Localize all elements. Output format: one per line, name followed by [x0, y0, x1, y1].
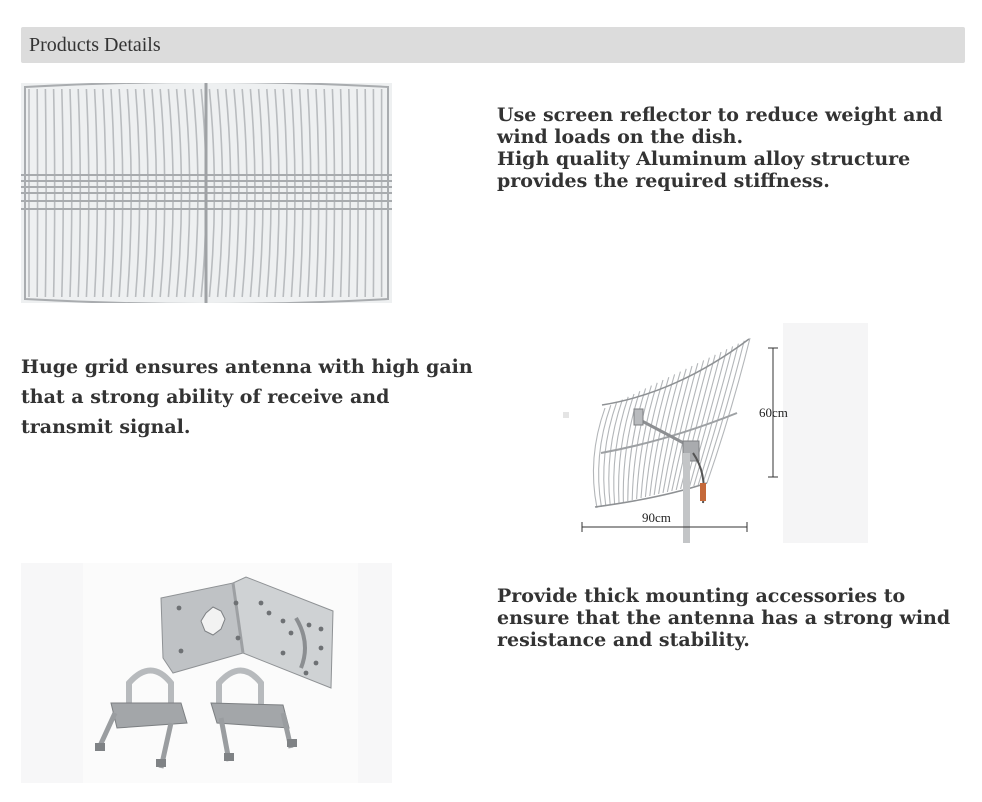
description-line: Provide thick mounting accessories to ensure that the antenna has a strong wind resistance and stability. — [497, 585, 951, 651]
description-line: High quality Aluminum alloy structure provides the required stiffness. — [497, 148, 911, 192]
mounting-bracket-image — [21, 563, 392, 783]
description-line: Use screen reflector to reduce weight and wind loads on the dish. — [497, 104, 943, 148]
feature-description-mounting — [497, 585, 967, 651]
grid-antenna-dimensions-image — [497, 323, 868, 543]
height-dimension-label: 60cm — [759, 405, 788, 420]
feature-description-reflector — [497, 104, 967, 192]
description-line: Huge grid ensures antenna with high gain that a strong ability of receive and transmit signal. — [21, 356, 473, 438]
grid-reflector-closeup-image — [21, 83, 392, 303]
width-dimension-label: 90cm — [642, 510, 671, 525]
feature-description-gain — [21, 352, 481, 442]
section-title: Products Details — [29, 34, 161, 56]
section-header — [21, 27, 965, 63]
